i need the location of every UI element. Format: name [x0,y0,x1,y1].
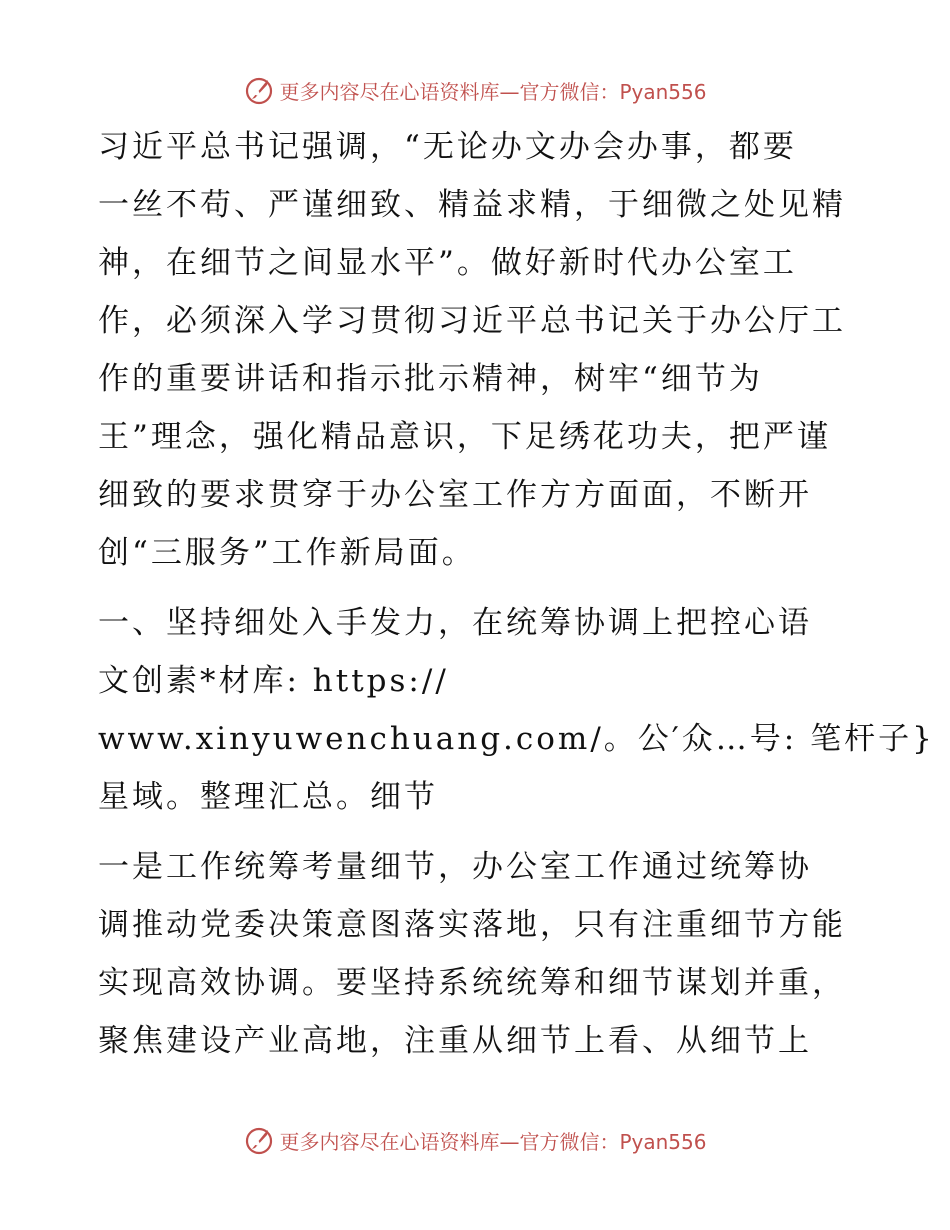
text-line: 习近平总书记强调，“无论办文办会办事，都要 [98,129,797,165]
text-line: 实现高效协调。要坚持系统统筹和细节谋划并重， [98,965,846,1001]
text-line: 调推动党委决策意图落实落地，只有注重细节方能 [98,907,846,943]
quill-logo-icon [243,1124,275,1156]
banner-text: 更多内容尽在心语资料库—官方微信：Pyan556 [279,1129,707,1154]
document-body [98,118,935,1070]
header-banner [0,70,950,110]
text-line: 神，在细节之间显水平”。做好新时代办公室工 [98,245,797,281]
text-line: 王”理念，强化精品意识，下足绣花功夫，把严谨 [98,419,831,455]
text-line: 星域。整理汇总。细节 [98,779,438,815]
text-line: 作，必须深入学习贯彻习近平总书记关于办公厅工 [98,303,846,339]
quill-logo-icon [243,74,275,106]
paragraph-intro [98,118,858,582]
footer-banner [0,1120,950,1160]
text-line: www.xinyuwenchuang.com/。公′众…号: 笔杆子} [98,721,935,757]
text-line: 一是工作统筹考量细节，办公室工作通过统筹协 [98,849,812,885]
text-line: 细致的要求贯穿于办公室工作方方面面，不断开 [98,477,812,513]
paragraph-section-heading [98,594,935,826]
text-line: 创“三服务”工作新局面。 [98,535,476,571]
text-line: 文创素*材库: https:// [98,663,449,699]
banner-text: 更多内容尽在心语资料库—官方微信：Pyan556 [279,79,707,104]
paragraph-point-one [98,838,858,1070]
text-line: 作的重要讲话和指示批示精神，树牢“细节为 [98,361,763,397]
text-line: 一、坚持细处入手发力，在统筹协调上把控心语 [98,605,812,641]
text-line: 聚焦建设产业高地，注重从细节上看、从细节上 [98,1023,812,1059]
text-line: 一丝不苟、严谨细致、精益求精，于细微之处见精 [98,187,846,223]
